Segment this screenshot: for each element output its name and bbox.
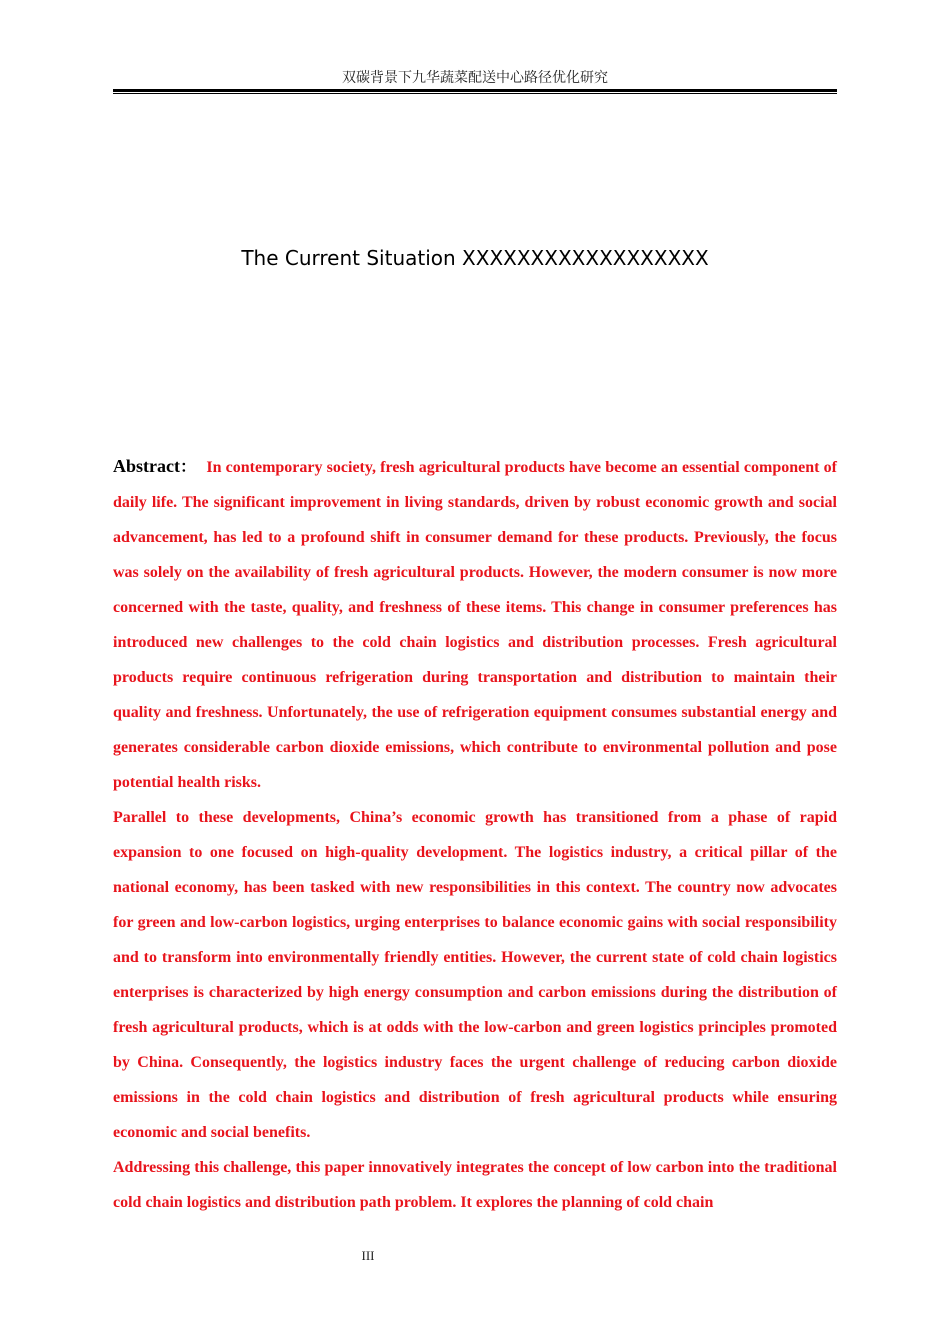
abstract-paragraph-1-text: In contemporary society, fresh agricultural products have become an essential component of daily life. The significant improvement in living standards, driven by robust economic growth and social advancement, has led to a profound shift in consumer demand for these products. Previously, the focus was solely on the availability of fresh agricultural products. However, the modern consumer is now more concerned with the taste, quality, and freshness of these items. This change in consumer preferences has introduced new challenges to the cold chain logistics and distribution processes. Fresh agricultural products require continuous refrigeration during transportation and distribution to maintain their quality and freshness. Unfortunately, the use of refrigeration equipment consumes substantial energy and generates considerable carbon dioxide emissions, which contribute to environmental pollution and pose potential health risks.	[113, 459, 837, 791]
running-header: 双碳背景下九华蔬菜配送中心路径优化研究	[342, 70, 608, 86]
page-number: III	[361, 1248, 375, 1263]
abstract-paragraph-3: Addressing this challenge, this paper innovatively integrates the concept of low carbon into the traditional cold chain logistics and distribution path problem. It explores the planning of cold chain	[113, 1159, 837, 1211]
abstract-section	[113, 449, 837, 1220]
abstract-paragraph-2: Parallel to these developments, China’s economic growth has transitioned from a phase of rapid expansion to one focused on high-quality development. The logistics industry, a critical pillar of the national economy, has been tasked with new responsibilities in this context. The country now advocates for green and low-carbon logistics, urging enterprises to balance economic gains with social responsibility and to transform into environmentally friendly entities. However, the current state of cold chain logistics enterprises is characterized by high energy consumption and carbon emissions during the distribution of fresh agricultural products, which is at odds with the low-carbon and green logistics principles promoted by China. Consequently, the logistics industry faces the urgent challenge of reducing carbon dioxide emissions in the cold chain logistics and distribution of fresh agricultural products while ensuring economic and social benefits.	[113, 809, 837, 1141]
abstract-label: Abstract	[113, 456, 180, 476]
header-rule-thick	[113, 89, 837, 92]
abstract-paragraph-1	[113, 449, 837, 800]
paper-title: The Current Situation XXXXXXXXXXXXXXXXXX	[241, 246, 709, 270]
abstract-colon: ：	[179, 459, 197, 476]
header-rule-thin	[113, 93, 837, 94]
